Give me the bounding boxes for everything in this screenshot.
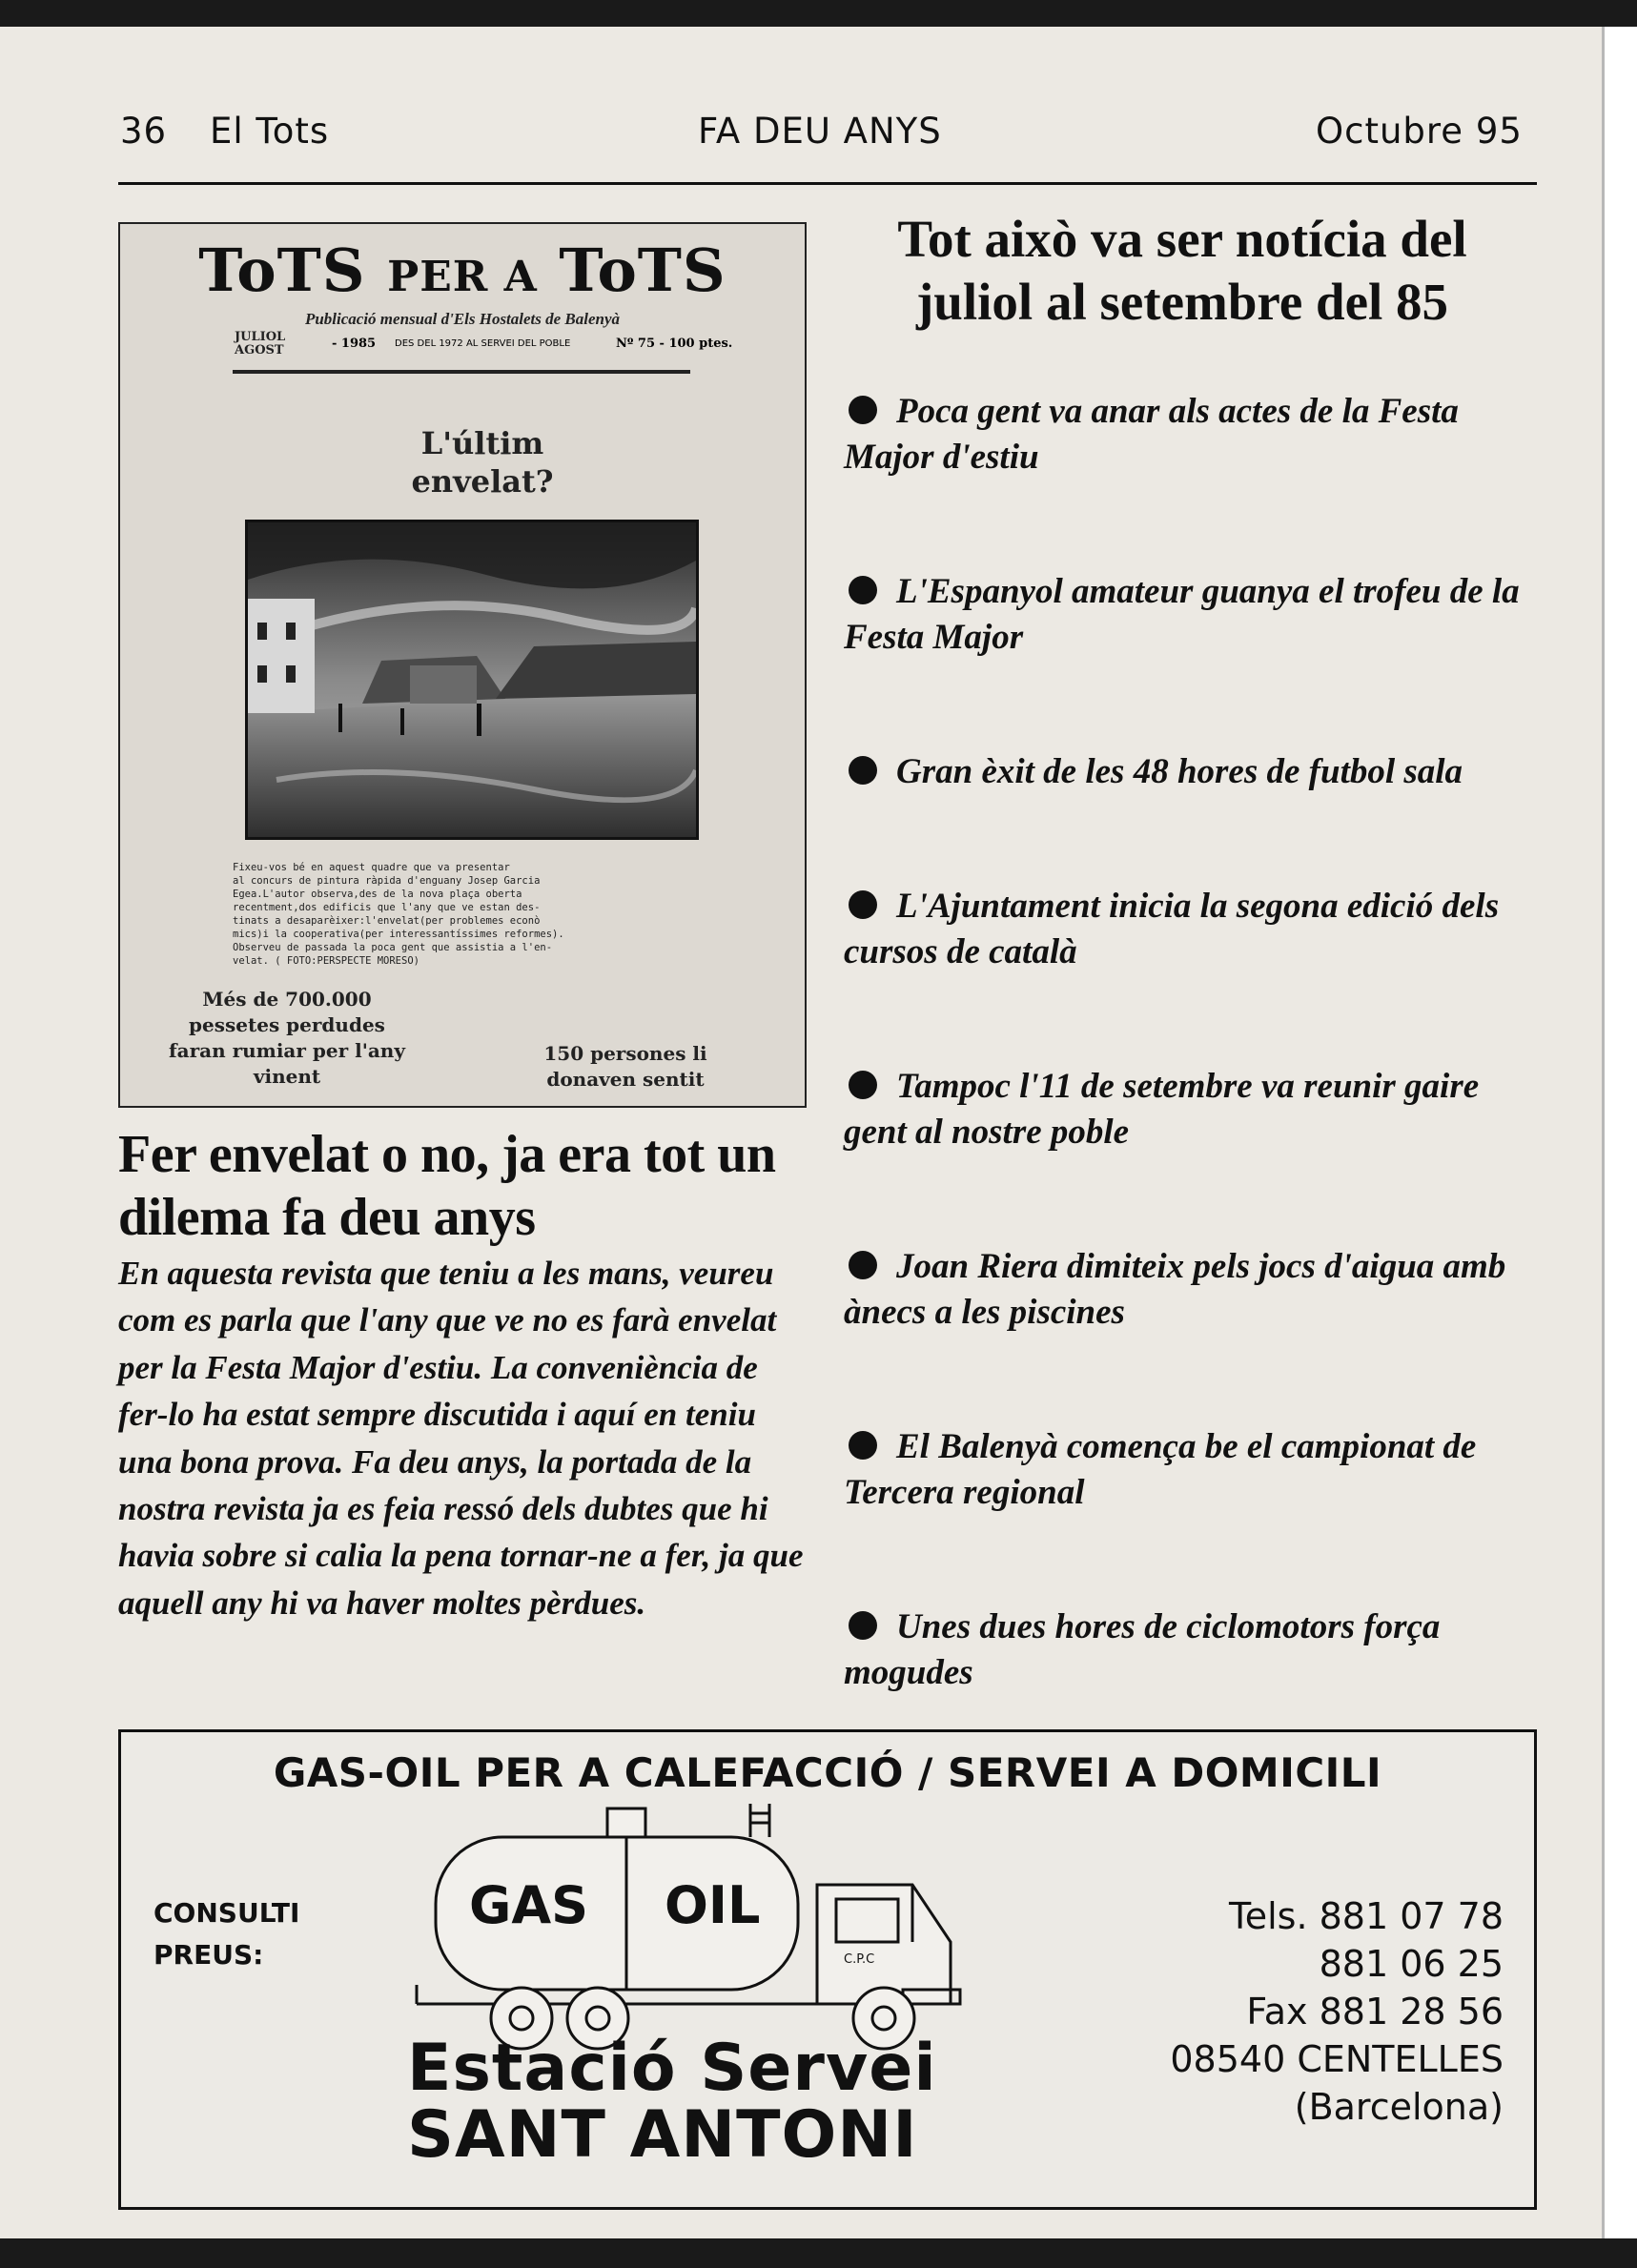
- news-item-text: L'Espanyol amateur guanya el trofeu de la Festa Major: [844, 572, 1520, 657]
- cover-reproduction: [118, 222, 807, 1108]
- cover-painting-image: [245, 520, 699, 840]
- cover-masthead: [120, 235, 805, 305]
- article-body: En aquesta revista que teniu a les mans, veureu com es parla que l'any que ve no es farà envelat per la Festa Major d'estiu. La conveniència de fer-lo ha estat sempre discutida i aquí en teniu una bona prova. Fa deu anys, la portada de la nostra revista ja es feia ressó dels dubtes que hi havia sobre si calia la pena tornar-ne a fer, ja que aquell any hi va haver moltes pèrdues.: [118, 1255, 804, 1622]
- section-title: FA DEU ANYS: [698, 111, 942, 152]
- ad-consult-line-2: PREUS:: [153, 1939, 264, 1971]
- station-name-line-2: SANT ANTONI: [407, 2097, 918, 2173]
- bullet-icon: [849, 396, 877, 424]
- phone-2: 881 06 25: [1319, 1943, 1504, 1985]
- ad-contact-details: [1122, 1892, 1504, 2131]
- cover-year: - 1985: [332, 337, 377, 351]
- region: (Barcelona): [1294, 2086, 1504, 2128]
- bullet-icon: [849, 1611, 877, 1640]
- gasoil-advertisement: [118, 1729, 1537, 2210]
- masthead-word-1: ToTS: [198, 235, 366, 305]
- article-headline: Fer envelat o no, ja era tot un dilema fa deu anys: [118, 1125, 776, 1247]
- adjacent-page-edge: [1602, 27, 1637, 2238]
- news-item: [844, 884, 1530, 975]
- news-item: [844, 569, 1530, 661]
- news-item: [844, 1064, 1530, 1155]
- masthead-word-2: ToTS: [559, 235, 726, 305]
- painting-illustration: [248, 522, 696, 837]
- news-item-text: El Balenyà comença be el campionat de Tercera regional: [844, 1427, 1477, 1512]
- news-item-text: Poca gent va anar als actes de la Festa Major d'estiu: [844, 392, 1459, 477]
- news-item: [844, 1424, 1530, 1516]
- fax-number: Fax 881 28 56: [1246, 1991, 1504, 2033]
- postal-address: 08540 CENTELLES: [1170, 2038, 1504, 2080]
- tank-label-gas: GAS: [469, 1875, 589, 1935]
- news-item-text: Unes dues hores de ciclomotors força mogudes: [844, 1607, 1441, 1692]
- cover-month-1: JULIOL: [235, 330, 286, 344]
- cover-month-2: AGOST: [235, 343, 284, 358]
- ad-title: GAS-OIL PER A CALEFACCIÓ / SERVEI A DOMICILI: [273, 1749, 1382, 1796]
- bullet-icon: [849, 756, 877, 785]
- news-title: Tot això va ser notícia del juliol al setembre del 85: [897, 210, 1467, 331]
- cover-subhead-attendance: 150 persones li donaven sentit: [543, 1042, 707, 1091]
- cab-badge: C.P.C: [844, 1952, 875, 1967]
- magazine-page: [0, 27, 1602, 2238]
- news-item: [844, 749, 1530, 795]
- bullet-icon: [849, 1251, 877, 1279]
- magazine-name: El Tots: [210, 111, 330, 152]
- tank-label-oil: OIL: [665, 1875, 761, 1935]
- ad-consult-line-1: CONSULTI: [153, 1897, 300, 1929]
- news-item-text: L'Ajuntament inicia la segona edició dels cursos de català: [844, 887, 1500, 971]
- news-item-text: Tampoc l'11 de setembre va reunir gaire gent al nostre poble: [844, 1067, 1480, 1152]
- page-number: 36: [120, 111, 168, 152]
- news-item: [844, 389, 1530, 480]
- bullet-icon: [849, 1431, 877, 1460]
- station-name-line-1: Estació Servei: [407, 2031, 937, 2106]
- cover-months: [235, 331, 285, 358]
- news-item-text: Joan Riera dimiteix pels jocs d'aigua amb ànecs a les piscines: [844, 1247, 1506, 1332]
- news-item-text: Gran èxit de les 48 hores de futbol sala: [896, 752, 1463, 791]
- cover-since: DES DEL 1972 AL SERVEI DEL POBLE: [395, 338, 571, 349]
- station-name: [407, 2031, 937, 2173]
- cover-caption: Fixeu-vos bé en aquest quadre que va presentar al concurs de pintura ràpida d'enguany Josep Garcia Egea.L'autor observa,des de la nova plaça oberta recentment,dos edificis que l'any que ve estan des- tinats a desaparèixer:l'envelat(per problemes econò mics)i la cooperativa(per interessantíssimes reformes). Observeu de passada la poca gent que assistia a l'en- velat. ( FOTO:PERSPECTE MORESO): [233, 862, 564, 967]
- cover-headline: L'últim envelat?: [411, 425, 554, 500]
- cover-subtitle: Publicació mensual d'Els Hostalets de Balenyà: [304, 310, 621, 328]
- cover-rule: [233, 370, 690, 374]
- bullet-icon: [849, 890, 877, 919]
- bullet-icon: [849, 576, 877, 604]
- header-rule: [118, 182, 1537, 185]
- cover-subhead-losses: Més de 700.000 pessetes perdudes faran rumiar per l'any vinent: [169, 988, 405, 1088]
- issue-date: Octubre 95: [1316, 111, 1523, 152]
- tanker-truck-icon: [407, 1799, 998, 2066]
- ad-consult-prices: [153, 1892, 299, 1976]
- cover-issue-number: Nº 75 - 100 ptes.: [616, 337, 733, 351]
- news-item: [844, 1244, 1530, 1336]
- news-list: [844, 389, 1530, 1785]
- news-item: [844, 1604, 1530, 1696]
- bullet-icon: [849, 1071, 877, 1099]
- masthead-connector: PER A: [387, 253, 538, 301]
- phone-1: Tels. 881 07 78: [1228, 1895, 1504, 1937]
